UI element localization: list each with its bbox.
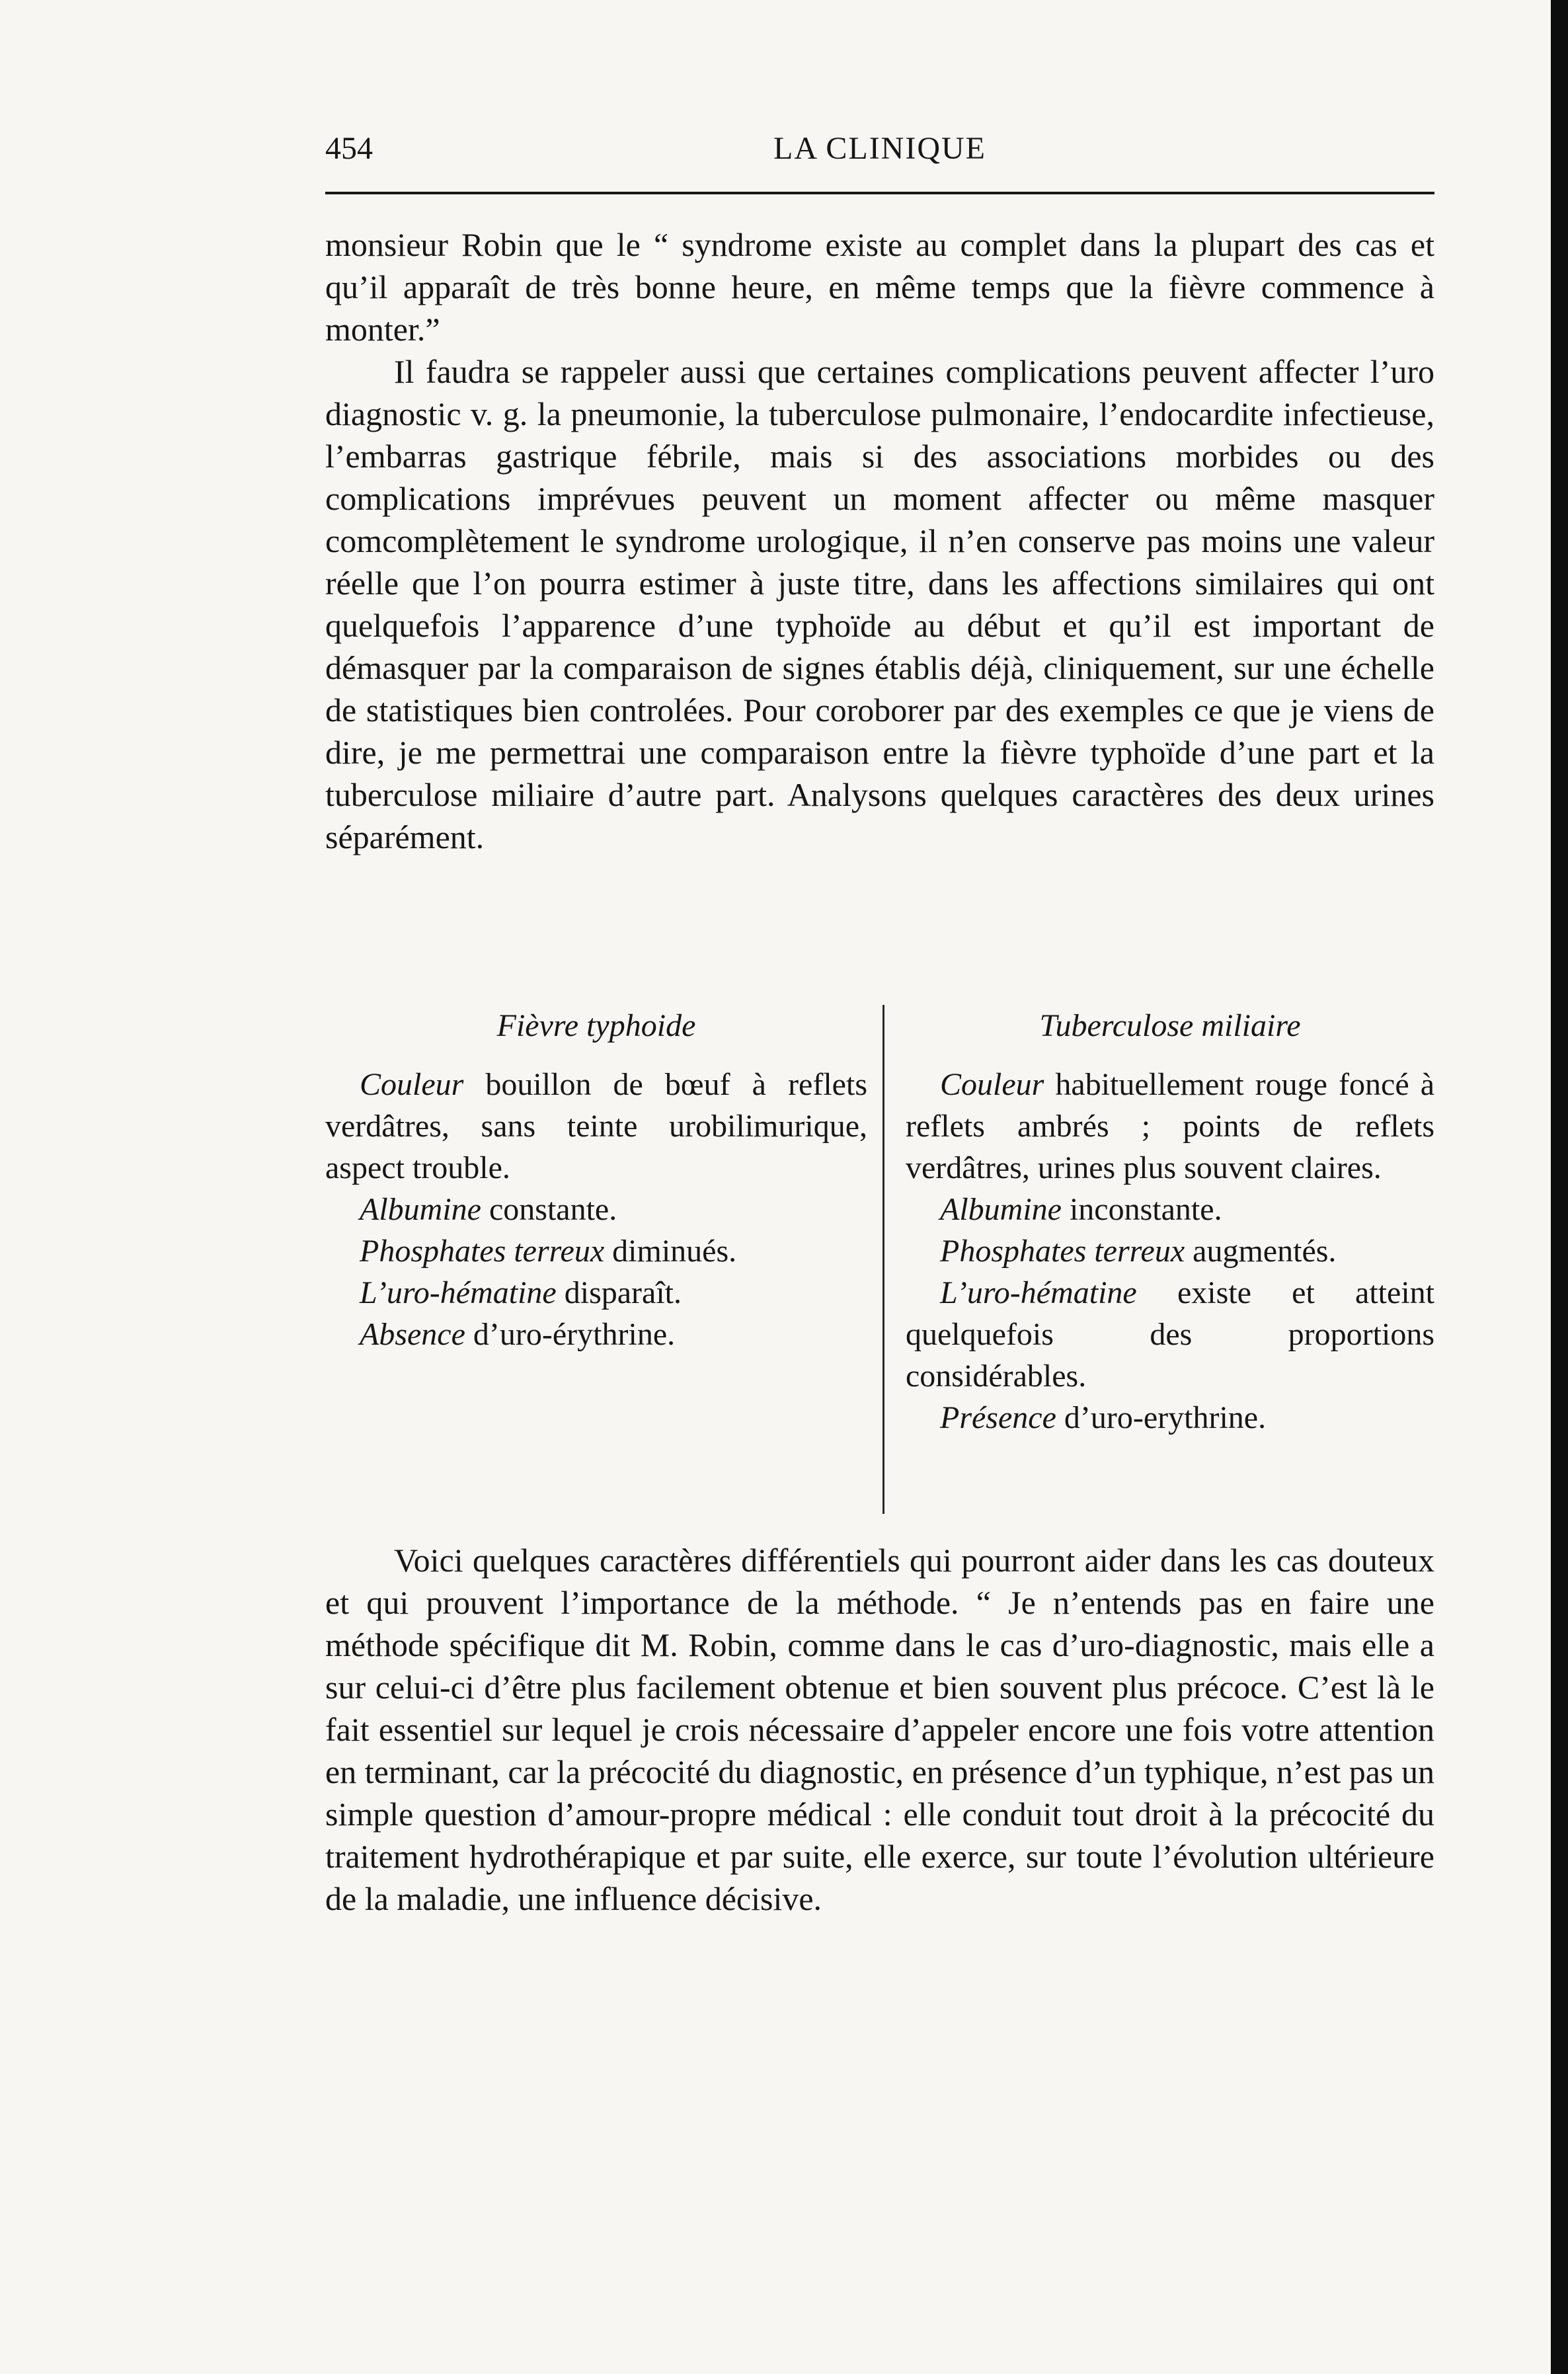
column-fievre-typhoide bbox=[325, 1005, 867, 1355]
item-text: habituellement rouge foncé à reflets ambrés ; points de reflets verdâtres, urines plus souvent claires. bbox=[906, 1067, 1434, 1185]
item-term: L’uro-hématine bbox=[940, 1275, 1137, 1310]
item-term: Albumine bbox=[940, 1192, 1062, 1227]
column-item bbox=[325, 1272, 867, 1314]
item-term: Phosphates terreux bbox=[360, 1234, 605, 1269]
column-item bbox=[906, 1272, 1434, 1397]
column-item bbox=[325, 1230, 867, 1272]
running-title: LA CLINIQUE bbox=[773, 131, 986, 166]
item-term: L’uro-hématine bbox=[360, 1275, 557, 1310]
item-term: Albumine bbox=[360, 1192, 481, 1227]
item-text: augmentés. bbox=[1185, 1234, 1337, 1269]
item-term: Couleur bbox=[360, 1067, 464, 1102]
column-divider bbox=[882, 1005, 884, 1514]
item-text: constante. bbox=[481, 1192, 617, 1227]
paragraph: Voici quelques caractères différentiels qui pourront aider dans les cas douteux et qui prouvent l’importance de la méthode. “ Je n’entends pas en faire une méthode spécifique dit M. Robin, comme dans le cas d’uro-diagnostic, mais elle a sur celui-ci d’être plus facilement obtenue et bien souvent plus précoce. C’est là le fait essentiel sur lequel je crois nécessaire d’appeler encore une fois votre attention en terminant, car la précocité du diagnostic, en présence d’un typhique, n’est pas un simple question d’amour-propre médical : elle conduit tout droit à la précocité du traitement hydrothérapique et par suite, elle exerce, sur toute l’évolution ultérieure de la maladie, une influence décisive. bbox=[325, 1542, 1434, 1917]
page-number: 454 bbox=[325, 131, 373, 166]
item-term: Absence bbox=[360, 1317, 465, 1352]
item-term: Couleur bbox=[940, 1067, 1044, 1102]
header-rule bbox=[325, 192, 1434, 194]
body-text-top bbox=[325, 223, 1434, 858]
item-text: existe et atteint quelquefois des proportions considérables. bbox=[906, 1275, 1434, 1394]
paragraph: Il faudra se rappeler aussi que certaines complications peuvent affecter l’uro diagnostic v. g. la pneumonie, la tuberculose pulmonaire, l’endocardite infectieuse, l’embarras gastrique fébrile, mais si des associations morbides ou des complications imprévues peuvent un moment affecter ou même masquer comcomplètement le syndrome urologique, il n’en conserve pas moins une valeur réelle que l’on pourra estimer à juste titre, dans les affections similaires qui ont quelquefois l’apparence d’une typhoïde au début et qu’il est important de démasquer par la comparaison de signes établis déjà, cliniquement, sur une échelle de statistiques bien controlées. Pour coroborer par des exemples ce que je viens de dire, je me permettrai une comparaison entre la fièvre typhoïde d’une part et la tuberculose miliaire d’autre part. Analysons quelques caractères des deux urines séparément. bbox=[325, 353, 1434, 855]
comparison-table bbox=[325, 1005, 1434, 1514]
column-item bbox=[325, 1189, 867, 1230]
column-item bbox=[906, 1397, 1434, 1439]
column-tuberculose-miliaire bbox=[906, 1005, 1434, 1439]
paragraph: monsieur Robin que le “ syndrome existe au complet dans la plupart des cas et qu’il apparaît de très bonne heure, en même temps que la fièvre commence à monter.” bbox=[325, 226, 1434, 348]
body-text-bottom bbox=[325, 1539, 1434, 1920]
item-term: Phosphates terreux bbox=[940, 1234, 1185, 1269]
column-heading: Fièvre typhoide bbox=[496, 1008, 696, 1043]
item-text: disparaît. bbox=[556, 1275, 682, 1310]
column-item bbox=[906, 1230, 1434, 1272]
item-text: d’uro-érythrine. bbox=[465, 1317, 676, 1352]
item-text: inconstante. bbox=[1061, 1192, 1222, 1227]
item-text: d’uro-erythrine. bbox=[1056, 1400, 1267, 1435]
column-item bbox=[906, 1189, 1434, 1230]
page-header bbox=[325, 126, 1434, 172]
column-item bbox=[906, 1064, 1434, 1189]
item-text: diminués. bbox=[604, 1234, 737, 1269]
item-text: bouillon de bœuf à reflets verdâtres, sans teinte urobilimurique, aspect trouble. bbox=[325, 1067, 867, 1185]
page-edge-shadow bbox=[1551, 0, 1568, 2374]
column-item bbox=[325, 1314, 867, 1355]
column-heading: Tuberculose miliaire bbox=[1039, 1008, 1301, 1043]
item-term: Présence bbox=[940, 1400, 1056, 1435]
column-item bbox=[325, 1064, 867, 1189]
